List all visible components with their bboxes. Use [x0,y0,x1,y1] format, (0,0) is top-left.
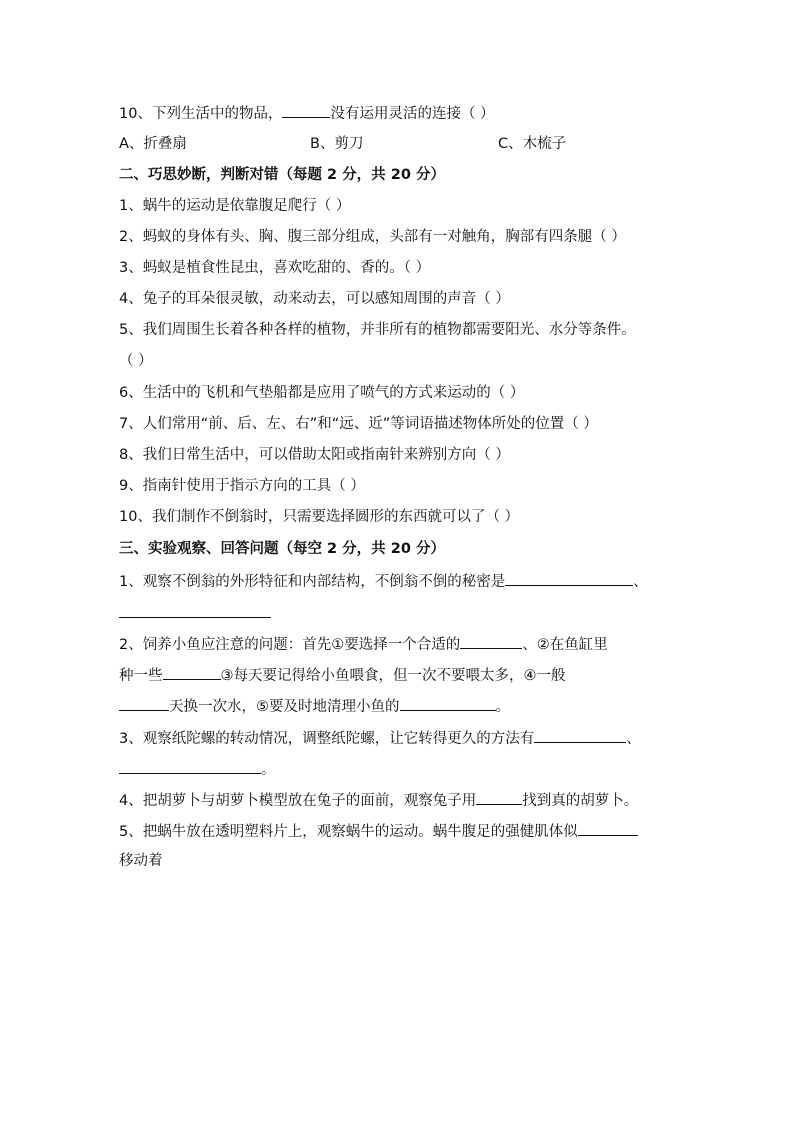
judge-item-9: 9、指南针使用于指示方向的工具（ ） [119,478,365,494]
answer-blank[interactable] [119,758,261,774]
question-text: 找到真的胡萝卜。 [522,793,639,809]
answer-blank[interactable] [282,102,330,118]
question-text: 、②在鱼缸里 [522,637,608,653]
answer-blank[interactable] [505,570,633,586]
option-b: B、剪刀 [310,136,364,152]
answer-blank[interactable] [460,633,522,649]
experiment-q3-line2 [119,758,276,780]
judge-item-7: 7、人们常用“前、后、左、右”和“远、近”等词语描述物体所处的位置（ ） [119,416,598,432]
question-10-choice [119,102,495,124]
answer-blank[interactable] [119,602,271,618]
question-text: 2、饲养小鱼应注意的问题：首先①要选择一个合适的 [119,637,461,653]
judge-item-5-bracket: （ ） [119,353,153,369]
judge-item-10: 10、我们制作不倒翁时，只需要选择圆形的东西就可以了（ ） [119,509,520,525]
question-text: 。 [495,699,510,715]
judge-item-1: 1、蜗牛的运动是依靠腹足爬行（ ） [119,198,351,214]
separator: 、 [626,731,641,747]
answer-blank[interactable] [163,664,221,680]
answer-blank[interactable] [476,789,522,805]
experiment-q4 [119,789,638,811]
experiment-q1 [119,570,648,592]
judge-item-5: 5、我们周围生长着各种各样的植物，并非所有的植物都需要阳光、水分等条件。 [119,322,636,338]
section-2-heading: 二、巧思妙断，判断对错（每题 2 分，共 20 分） [119,167,445,183]
experiment-q2-line2 [119,664,566,686]
section-3-heading: 三、实验观察、回答问题（每空 2 分，共 20 分） [119,541,445,557]
experiment-q3 [119,727,641,749]
answer-blank[interactable] [119,695,169,711]
question-text: 种一些 [119,668,163,684]
separator: 、 [633,574,648,590]
question-text: 天换一次水，⑤要及时地清理小鱼的 [169,699,400,715]
question-text: 10、下列生活中的物品， [119,106,283,122]
question-text: 4、把胡萝卜与胡萝卜模型放在兔子的面前，观察兔子用 [119,793,477,809]
answer-blank[interactable] [534,727,626,743]
answer-blank[interactable] [400,695,496,711]
experiment-q2-line3 [119,695,510,717]
experiment-q2 [119,633,608,655]
question-text: 没有运用灵活的连接（ ） [330,106,495,122]
question-text: 3、观察纸陀螺的转动情况，调整纸陀螺，让它转得更久的方法有 [119,731,535,747]
question-text: 1、观察不倒翁的外形特征和内部结构，不倒翁不倒的秘密是 [119,574,506,590]
judge-item-8: 8、我们日常生活中，可以借助太阳或指南针来辨别方向（ ） [119,447,510,463]
judge-item-3: 3、蚂蚁是植食性昆虫，喜欢吃甜的、香的。（ ） [119,260,431,276]
judge-item-4: 4、兔子的耳朵很灵敏，动来动去，可以感知周围的声音（ ） [119,291,510,307]
experiment-q5-line2: 移动着 [119,853,163,869]
judge-item-6: 6、生活中的飞机和气垫船都是应用了喷气的方式来运动的（ ） [119,385,525,401]
option-c: C、木梳子 [498,136,567,152]
judge-item-2: 2、蚂蚁的身体有头、胸、腹三部分组成，头部有一对触角，胸部有四条腿（ ） [119,229,626,245]
answer-blank[interactable] [578,820,638,836]
question-text: 5、把蜗牛放在透明塑料片上，观察蜗牛的运动。蜗牛腹足的强健肌体似 [119,824,578,840]
period: 。 [261,762,276,778]
option-a: A、折叠扇 [119,136,187,152]
experiment-q5 [119,820,638,842]
experiment-q1-line2 [119,602,271,624]
question-text: ③每天要记得给小鱼喂食，但一次不要喂太多，④一般 [220,668,566,684]
